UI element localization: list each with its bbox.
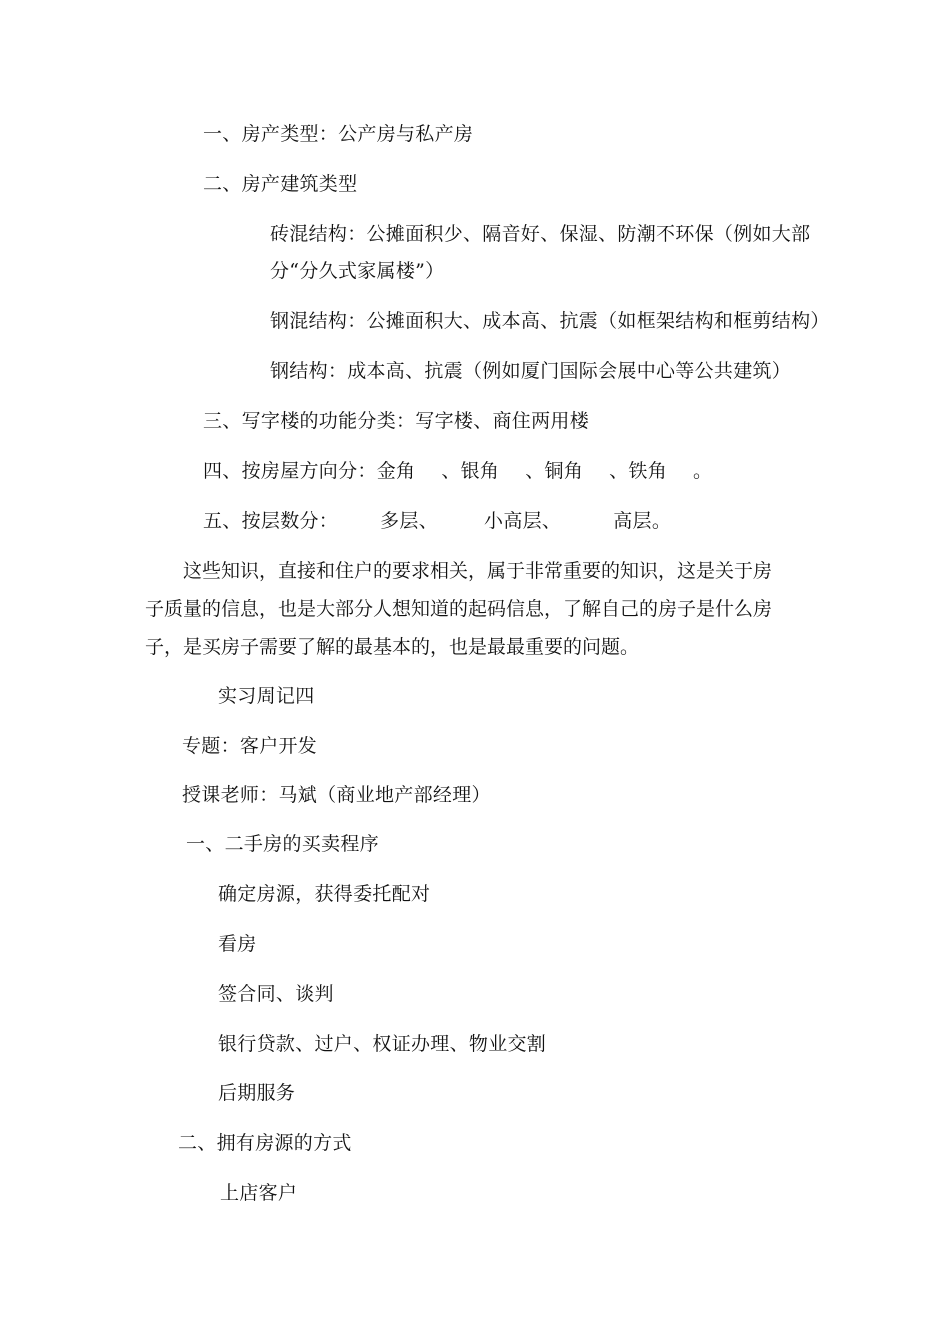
- orientation-silver: 、银角: [441, 460, 500, 482]
- paragraph-line2: 子质量的信息，也是大部分人想知道的起码信息，了解自己的房子是什么房: [145, 598, 773, 620]
- floors-high: 高层。: [613, 510, 672, 532]
- paragraph-line1: 这些知识，直接和住户的要求相关，属于非常重要的知识，这是关于房: [183, 560, 773, 582]
- week4-teacher: 授课老师：马斌（商业地产部经理）: [182, 784, 491, 806]
- orientation-prefix: 四、按房屋方向分：: [203, 460, 377, 482]
- process-step: 确定房源，获得委托配对: [218, 883, 431, 905]
- process-step: 银行贷款、过户、权证办理、物业交割: [218, 1033, 547, 1055]
- brick-structure-line2: 分“分久式家属楼”）: [270, 260, 445, 282]
- summary-paragraph: [145, 552, 785, 666]
- listing-source-item: 上店客户: [220, 1182, 298, 1204]
- orientation-copper: 、铜角: [525, 460, 584, 482]
- list-item-property-type: 一、房产类型：公产房与私产房: [203, 123, 474, 145]
- week4-topic: 专题：客户开发: [182, 735, 318, 757]
- section-listing-sources: 二、拥有房源的方式: [178, 1132, 352, 1154]
- orientation-end: 。: [693, 460, 713, 482]
- section-secondhand-process: 一、二手房的买卖程序: [186, 833, 380, 855]
- list-item-building-type: 二、房产建筑类型: [203, 173, 358, 195]
- brick-structure-line1: 砖混结构：公摊面积少、隔音好、保湿、防潮不环保（例如大部: [270, 223, 811, 245]
- process-step: 后期服务: [218, 1082, 296, 1104]
- process-step: 签合同、谈判: [218, 983, 334, 1005]
- paragraph-line3: 子，是买房子需要了解的最基本的，也是最最重要的问题。: [145, 636, 640, 658]
- floors-small-high: 小高层、: [484, 510, 562, 532]
- list-item-floors: [203, 509, 671, 533]
- floors-prefix: 五、按层数分：: [203, 510, 339, 532]
- process-step: 看房: [218, 933, 257, 955]
- list-item-office-function: 三、写字楼的功能分类：写字楼、商住两用楼: [203, 410, 590, 432]
- steel-structure: 钢结构：成本高、抗震（例如厦门国际会展中心等公共建筑）: [270, 360, 792, 382]
- list-item-orientation: [203, 459, 712, 483]
- orientation-gold: 金角: [376, 460, 416, 482]
- week4-title: 实习周记四: [218, 685, 315, 707]
- orientation-iron: 、铁角: [609, 460, 668, 482]
- steel-concrete-structure: 钢混结构：公摊面积大、成本高、抗震（如框架结构和框剪结构）: [270, 310, 830, 332]
- floors-multi: 多层、: [380, 510, 439, 532]
